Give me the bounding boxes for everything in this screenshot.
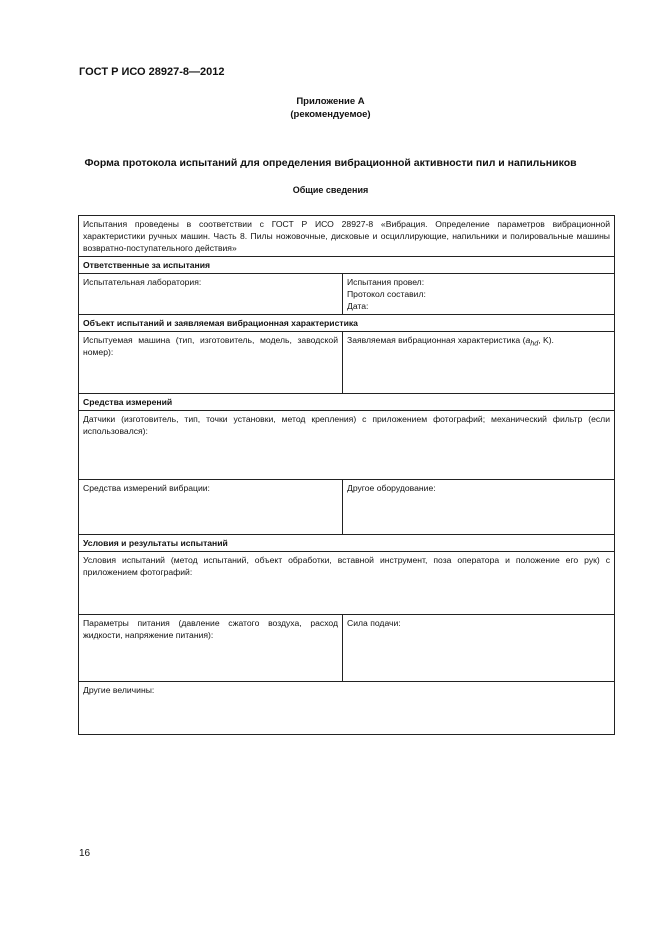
other-equipment-label: Другое оборудование: — [347, 483, 436, 493]
table-row — [79, 394, 615, 411]
table-row — [79, 480, 615, 535]
sensors-cell — [79, 411, 615, 480]
other-values-label: Другие величины: — [83, 685, 155, 695]
table-row — [79, 315, 615, 332]
intro-cell — [79, 216, 615, 257]
feed-label: Сила подачи: — [347, 618, 401, 628]
report-by-label: Протокол составил: — [347, 289, 426, 299]
section-subtitle: Общие сведения — [292, 185, 369, 195]
table-row — [79, 216, 615, 257]
section-responsible: Ответственные за испытания — [79, 257, 615, 274]
machine-label: Испытуемая машина (тип, изготовитель, модель, заводской номер): — [83, 335, 338, 357]
conditions-label: Условия испытаний (метод испытаний, объект обработки, вставной инструмент, поза оператора и положение его рук) с приложением фотографий: — [83, 555, 610, 577]
table-row — [79, 615, 615, 682]
other-values-cell — [79, 682, 615, 735]
date-label: Дата: — [347, 301, 369, 311]
table-row — [79, 274, 615, 315]
annex-title: Приложение А — [296, 96, 365, 107]
annex-heading — [0, 95, 661, 121]
vib-instruments-label: Средства измерений вибрации: — [83, 483, 210, 493]
machine-cell — [79, 332, 343, 394]
annex-note: (рекомендуемое) — [290, 109, 371, 120]
standard-header: ГОСТ Р ИСО 28927-8—2012 — [79, 66, 225, 78]
form-title: Форма протокола испытаний для определения вибрационной активности пил и напильников — [84, 157, 577, 169]
table-row — [79, 535, 615, 552]
table-row — [79, 411, 615, 480]
section-object: Объект испытаний и заявляемая вибрационная характеристика — [79, 315, 615, 332]
declared-label: Заявляемая вибрационная характеристика ($a_{hd}$, K). — [347, 335, 554, 348]
lab-cell — [79, 274, 343, 315]
feed-cell — [343, 615, 615, 682]
power-label: Параметры питания (давление сжатого воздуха, расход жидкости, напряжение питания): — [83, 618, 338, 640]
sensors-label: Датчики (изготовитель, тип, точки установки, метод крепления) с приложением фотографий; механический фильтр (если использовался): — [83, 414, 610, 436]
other-equipment-cell — [343, 480, 615, 535]
table-row — [79, 332, 615, 394]
tested-by-label: Испытания провел: — [347, 277, 425, 287]
intro-text: Испытания проведены в соответствии с ГОСТ Р ИСО 28927-8 «Вибрация. Определение параметров вибрационной характеристики ручных машин. Часть 8. Пилы ножовочные, дисковые и осциллирующие, напильники и полировальные машины возвратно-поступательного действия» — [83, 219, 610, 253]
vib-instruments-cell — [79, 480, 343, 535]
signatures-cell — [343, 274, 615, 315]
table-row — [79, 552, 615, 615]
conditions-cell — [79, 552, 615, 615]
protocol-table — [78, 215, 615, 735]
page-number: 16 — [79, 848, 91, 859]
lab-label: Испытательная лаборатория: — [83, 277, 202, 287]
power-cell — [79, 615, 343, 682]
declared-cell — [343, 332, 615, 394]
table-row — [79, 682, 615, 735]
section-instruments: Средства измерений — [79, 394, 615, 411]
section-conditions: Условия и результаты испытаний — [79, 535, 615, 552]
table-row — [79, 257, 615, 274]
